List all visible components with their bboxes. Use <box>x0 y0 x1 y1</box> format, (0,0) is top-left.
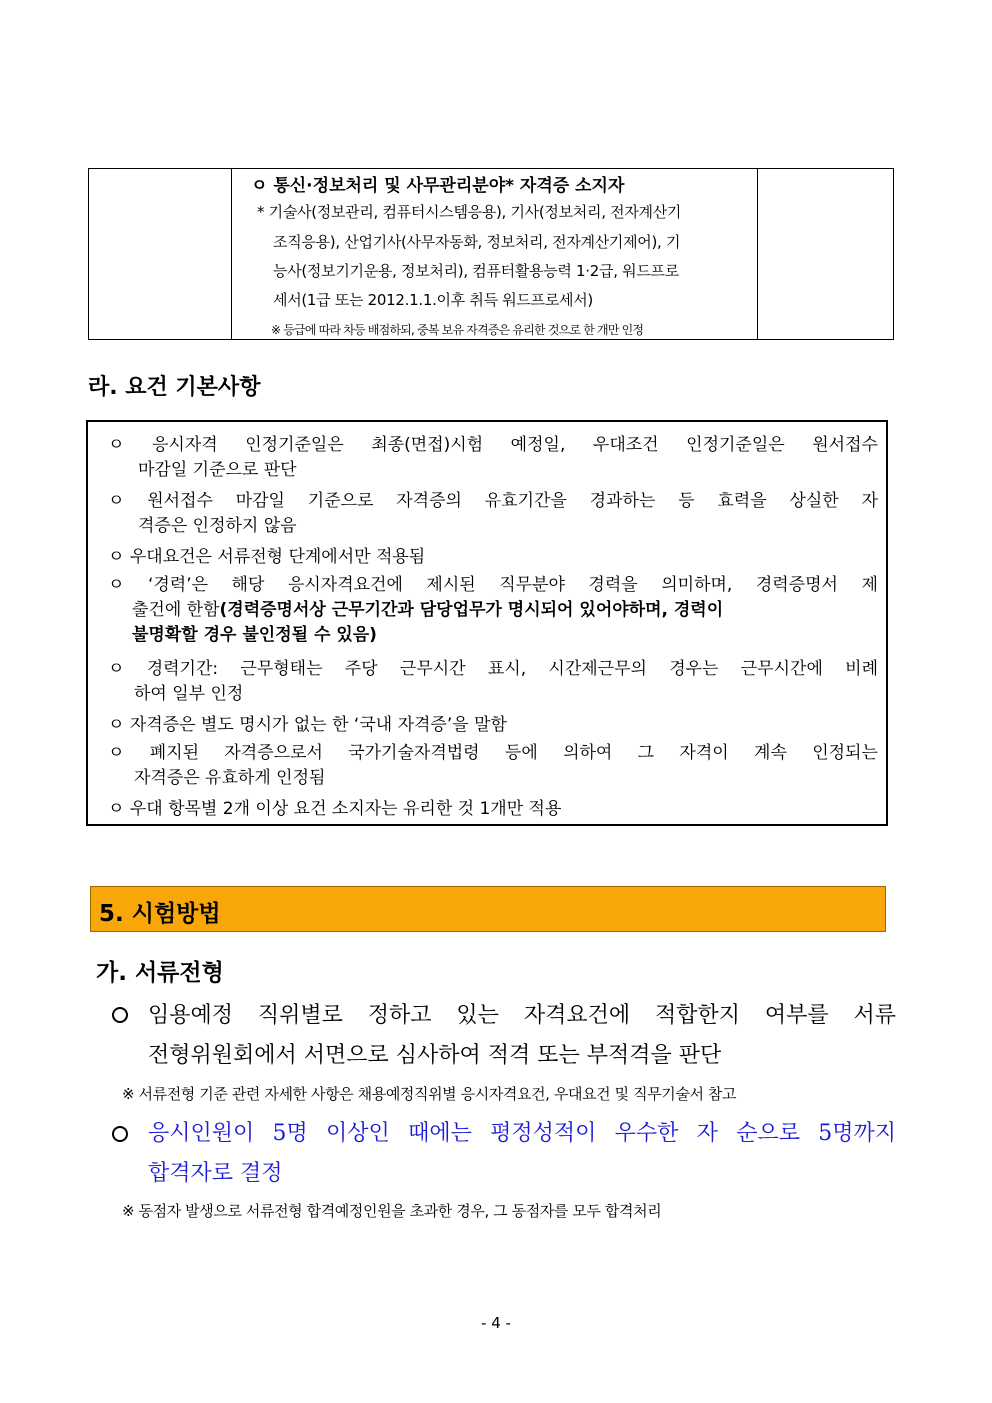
section-heading-ra: 라. 요건 기본사항 <box>88 375 261 400</box>
list-item: ㅇ 우대요건은 서류전형 단계에서만 적용됨 <box>108 547 426 567</box>
page-number: - 4 - <box>481 1314 511 1332</box>
qualification-table <box>88 168 894 340</box>
section-heading-5: 5. 시험방법 <box>99 901 221 927</box>
table-cell-heading: ㅇ 통신·정보처리 및 사무관리분야* 자격증 소지자 <box>251 176 625 196</box>
table-cell-line: 조직응용), 산업기사(사무자동화, 정보처리, 전자계산기제어), 기 <box>273 233 681 251</box>
table-cell-note: ※ 등급에 따라 차등 배점하되, 중복 보유 자격증은 유리한 것으로 한 개만 인정 <box>271 323 644 337</box>
paragraph-pass-count: 응시인원이 5명 이상인 때에는 평정성적이 우수한 자 순으로 5명까지 <box>148 1121 896 1146</box>
table-divider <box>231 169 232 339</box>
note-tie-breaker: ※ 동점자 발생으로 서류전형 합격예정인원을 초과한 경우, 그 동점자를 모두 합격처리 <box>122 1202 662 1220</box>
list-item: ㅇ 우대 항목별 2개 이상 요건 소지자는 유리한 것 1개만 적용 <box>108 799 562 819</box>
list-item: ㅇ 폐지된 자격증으로서 국가기술자격법령 등에 의하여 그 자격이 계속 인정되는 자격증은 유효하게 인정됨 <box>108 743 878 788</box>
table-cell-line: * 기술사(정보관리, 컴퓨터시스템응용), 기사(정보처리, 전자계산기 <box>257 203 682 221</box>
subsection-heading-ga: 가. 서류전형 <box>96 960 224 986</box>
section-bar-5 <box>90 886 886 932</box>
circle-bullet-icon <box>112 1007 128 1023</box>
table-cell-line: 능사(정보기기운용, 정보처리), 컴퓨터활용능력 1·2급, 워드프로 <box>273 262 679 280</box>
table-cell-line: 세서(1급 또는 2012.1.1.이후 취득 워드프로세서) <box>273 291 593 309</box>
list-item: ㅇ ‘경력’은 해당 응시자격요건에 제시된 직무분야 경력을 의미하며, 경력증명서 제 출건에 한함(경력증명서상 근무기간과 담당업무가 명시되어 있어야하며, 경력이 불명확할 경우 불인정될 수 있음) <box>108 575 878 645</box>
list-item: ㅇ 원서접수 마감일 기준으로 자격증의 유효기간을 경과하는 등 효력을 상실한 자 격증은 인정하지 않음 <box>108 491 878 536</box>
paragraph-pass-count-cont: 합격자로 결정 <box>148 1161 283 1186</box>
note-review-criteria: ※ 서류전형 기준 관련 자세한 사항은 채용예정직위별 응시자격요건, 우대요건 및 직무기술서 참고 <box>122 1085 737 1103</box>
paragraph-review: 임용예정 직위별로 정하고 있는 자격요건에 적합한지 여부를 서류 <box>148 1003 896 1028</box>
requirements-box <box>86 420 888 826</box>
list-item: ㅇ 응시자격 인정기준일은 최종(면접)시험 예정일, 우대조건 인정기준일은 원서접수 마감일 기준으로 판단 <box>108 435 878 480</box>
circle-bullet-icon <box>112 1126 128 1142</box>
table-divider <box>757 169 758 339</box>
paragraph-review-cont: 전형위원회에서 서면으로 심사하여 적격 또는 부적격을 판단 <box>148 1043 722 1068</box>
list-item: ㅇ 경력기간: 근무형태는 주당 근무시간 표시, 시간제근무의 경우는 근무시간에 비례 하여 일부 인정 <box>108 659 878 704</box>
list-item: ㅇ 자격증은 별도 명시가 없는 한 ‘국내 자격증’을 말함 <box>108 715 507 735</box>
